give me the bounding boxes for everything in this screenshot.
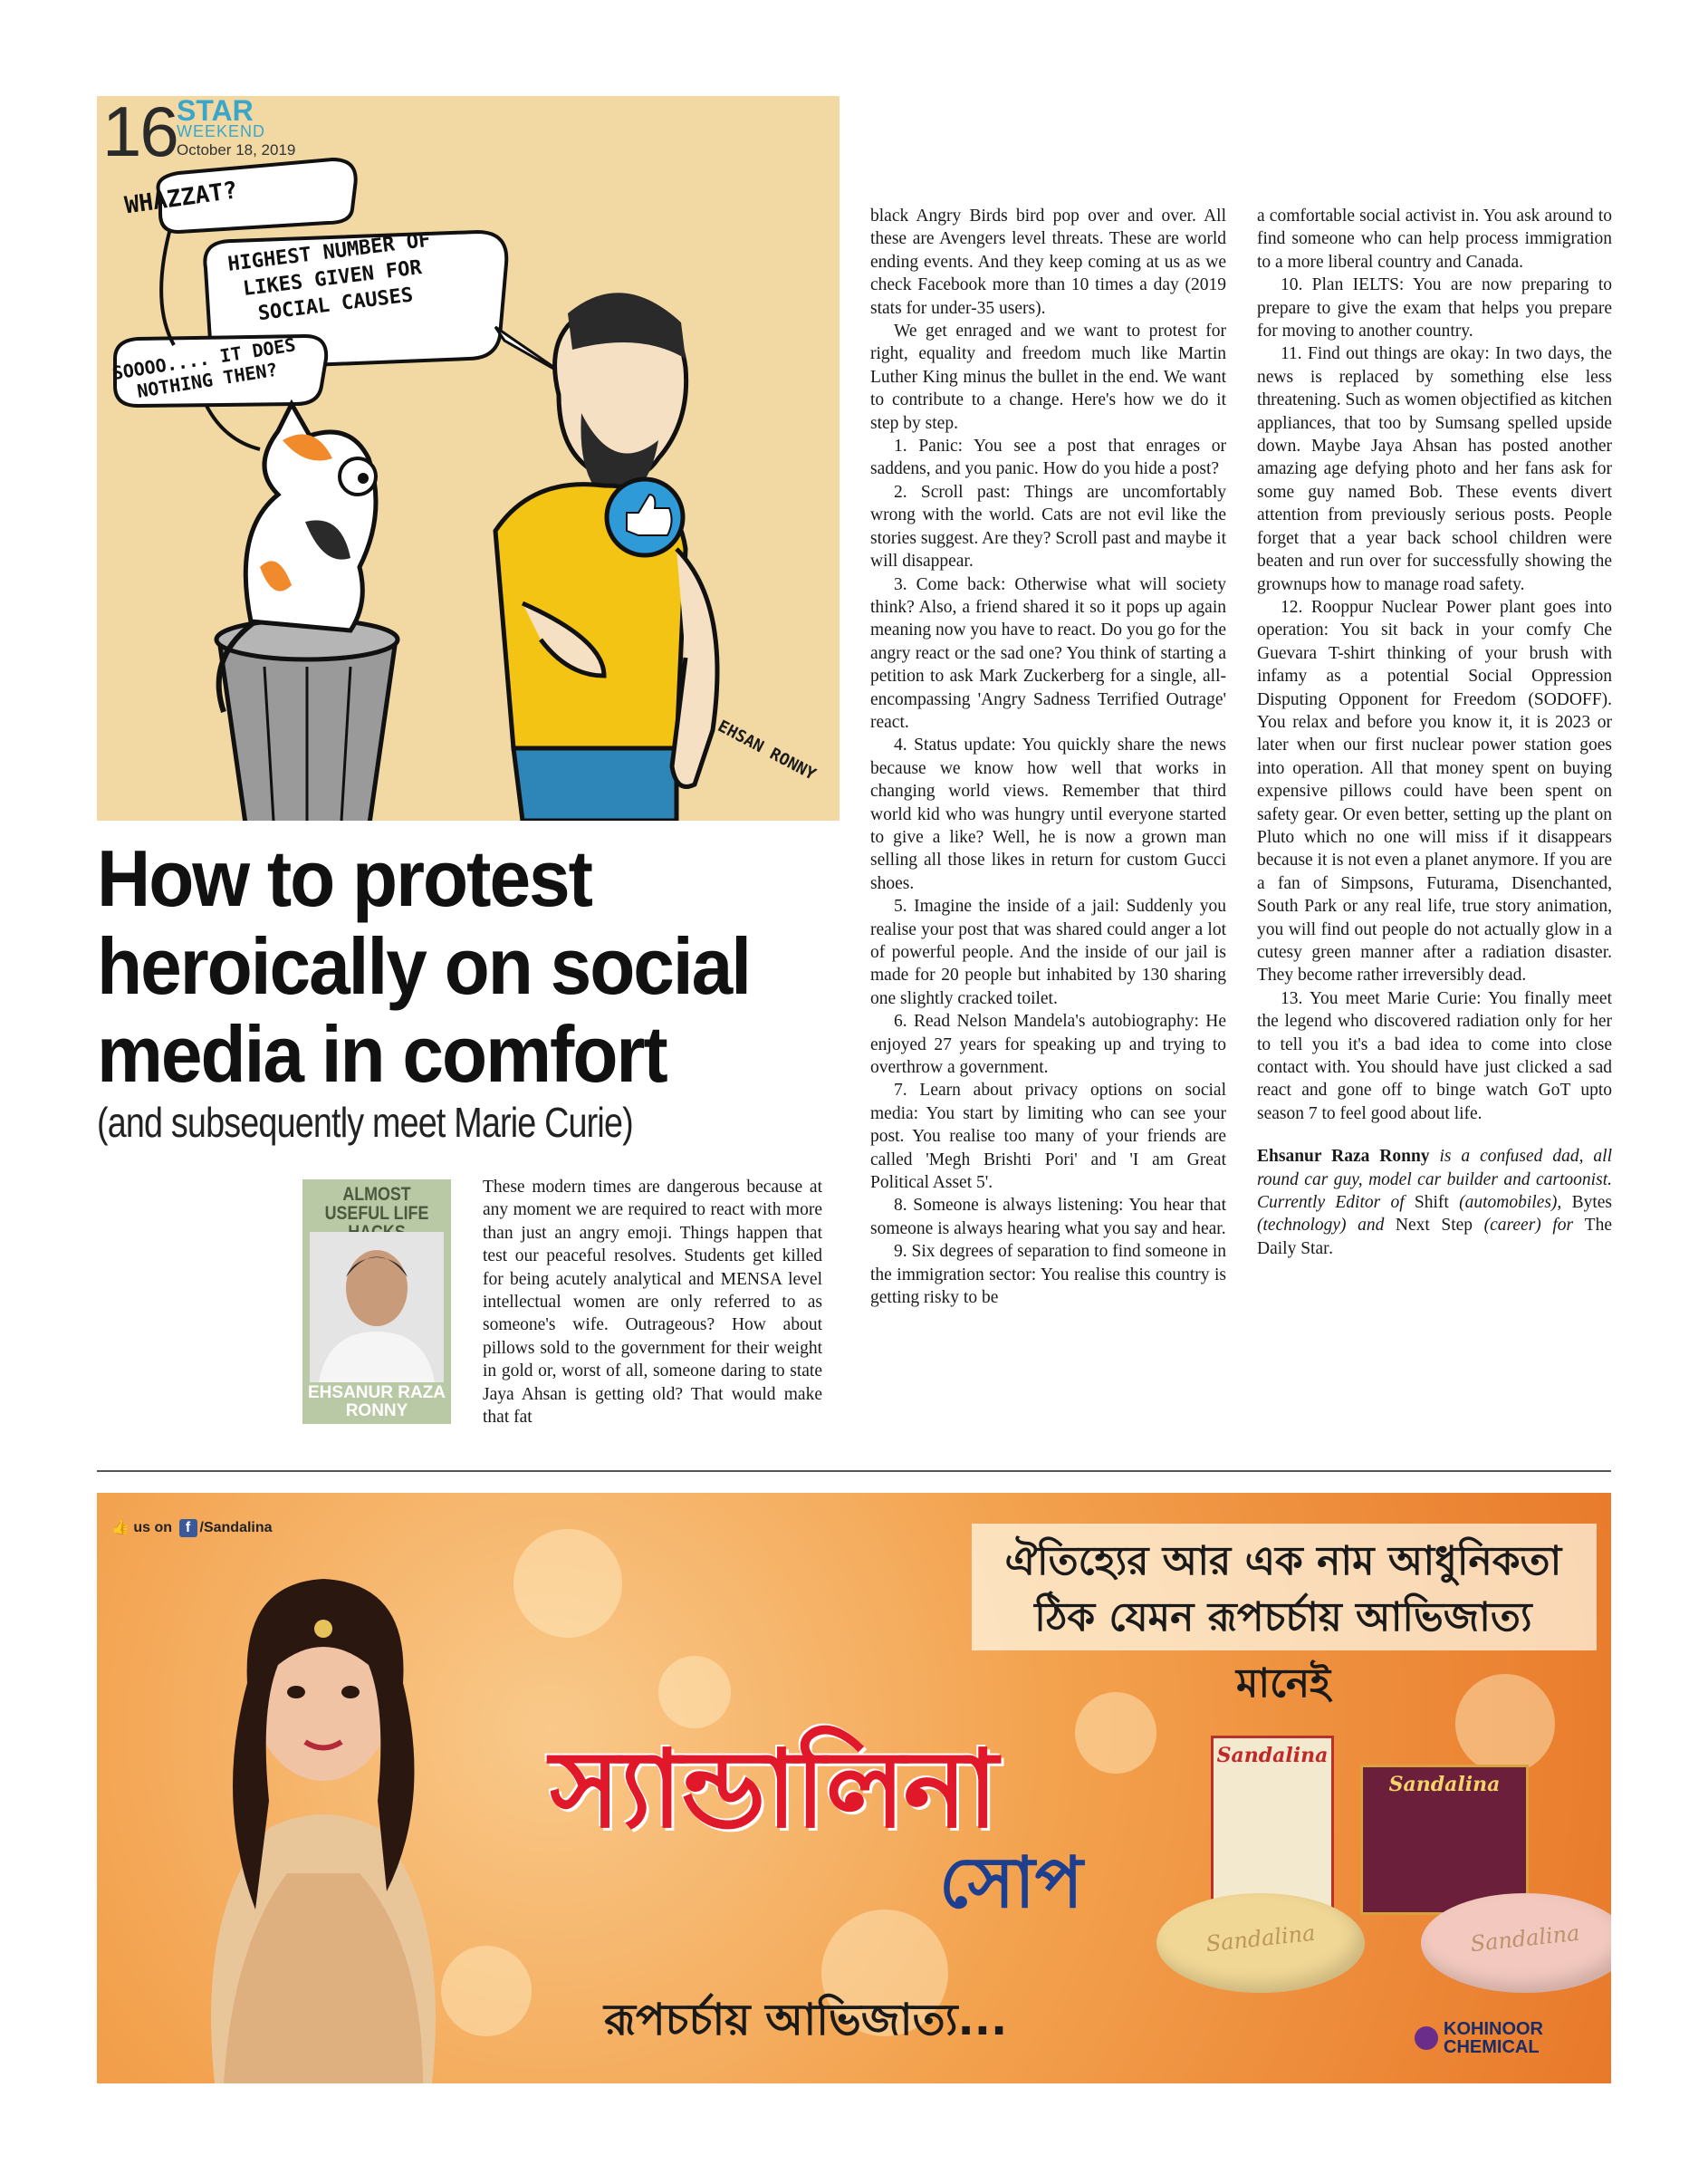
manufacturer-logo: KOHINOOR CHEMICAL	[1415, 2020, 1543, 2056]
ad-product-type: সোপ	[939, 1842, 1083, 1924]
ad-tagline-line-2: ঠিক যেমন রূপচর্চায় আভিজাত্য মানেই	[1034, 1594, 1532, 1707]
section-divider	[97, 1470, 1611, 1472]
soap-bar-rose: Sandalina	[1421, 1893, 1611, 1993]
subheadline: (and subsequently meet Marie Curie)	[97, 1099, 633, 1146]
paragraph: 9. Six degrees of separation to find someone in the immigration sector: You realise this country is getting risky to be	[870, 1242, 1226, 1308]
brand-star: STAR	[177, 96, 254, 127]
ad-brand-name: স্যান্ডালিনা	[550, 1727, 997, 1852]
paragraph: 5. Imagine the inside of a jail: Suddenly you realise your post that was shared could anger a lot of powerful people. And the inside of our jail is made for 20 people but inhabited by 130 sharing one slightly cracked toilet.	[870, 897, 1226, 1008]
paragraph: 1. Panic: You see a post that enrages or saddens, and you panic. How do you hide a post?	[870, 437, 1226, 479]
article-column-1	[483, 1176, 822, 1428]
page-number: 16	[102, 96, 178, 171]
brand-weekend: WEEKEND	[177, 122, 266, 140]
paragraph: 11. Find out things are okay: In two days, the news is replaced by something else less threatening. Such as women objectified as kitchen appliances, that too by Sumsang spelled upside down. Maybe Jaya Ahsan has posted another amazing age defying photo and her fans ask for some guy named Bob. These events divert attention from previously serious posts. People forget that a year back school children were beaten and run over for successfully showing the grownups how to manage road safety.	[1257, 344, 1612, 594]
paragraph: black Angry Birds bird pop over and over. All these are Avengers level threats. These are world ending events. And they keep coming at us as we check Facebook more than 10 times a day (2019 stats for under-35 users).	[870, 207, 1226, 318]
social-follow[interactable]: 👍 us on f /Sandalina	[111, 1520, 273, 1535]
columnist-box	[302, 1179, 451, 1424]
facebook-icon: f	[179, 1519, 197, 1537]
paragraph: 2. Scroll past: Things are uncomfortably wrong with the world. Cats are not evil like the stories suggest. Are they? Scroll past and maybe it will disappear.	[870, 482, 1226, 572]
soap-pack-sandal: Sandalina	[1211, 1736, 1334, 1913]
soap-bar-sandal: Sandalina	[1156, 1893, 1365, 1993]
cartoon-panel	[97, 96, 840, 821]
soap-pack-rose: Sandalina	[1360, 1765, 1529, 1915]
paragraph: a comfortable social activist in. You ask around to find someone who can help process immigration to a more liberal country and Canada.	[1257, 207, 1612, 272]
cartoonist-signature: EHSAN RONNY	[715, 717, 820, 784]
ad-slogan: রূপচর্চায় আভিজাত্য...	[604, 1995, 1008, 2045]
article-column-3	[1257, 205, 1612, 1260]
ad-model-photo	[160, 1529, 486, 2083]
column-kicker: ALMOST USEFUL LIFE	[324, 1184, 429, 1224]
flower-icon	[1415, 2026, 1438, 2050]
speech-bubble-highest-likes: HIGHEST NUMBER OF LIKES GIVEN FOR SOCIAL CAUSES	[226, 228, 432, 326]
paragraph: 3. Come back: Otherwise what will society think? Also, a friend shared it so it pops up again meaning now you have to react. Do you go for the angry react or the sad one? You think of starting a petition to ask Mark Zuckerberg for a single, all-encompassing 'Angry Sadness Terrified Outrage' react.	[870, 574, 1226, 732]
headline: How to protest heroically on social media in comfort	[97, 833, 751, 1100]
author-bio: Ehsanur Raza Ronny is a confused dad, all round car guy, model car builder and cartoonist. Currently Editor of Shift (automobiles), Bytes (technology) and Next Step (career) for The Daily Star.	[1257, 1147, 1612, 1258]
article-column-2	[870, 205, 1226, 1310]
avatar	[310, 1232, 444, 1382]
speech-bubble-does-nothing: SOOOO.... IT DOES NOTHING THEN?	[110, 333, 298, 402]
paragraph: 13. You meet Marie Curie: You finally meet the legend who discovered radiation only for her to tell you it's a bad idea to come into close contact with. You should have just clicked a sad react and gone off to binge watch GoT upto season 7 to feel good about life.	[1257, 988, 1612, 1123]
paragraph: 12. Rooppur Nuclear Power plant goes into operation: You sit back in your comfy Che Guevara T-shirt thinking of your brush with infamy as a potential Social Oppression Disputing Opponent for Freedom (SODOFF). You relax and before you know it, it is 2023 or later when our first nuclear power station goes into operation. All that money spent on buying expensive pillows could have been spent on safety gear. Or even better, setting up the plant on Pluto which no one will miss if it disappears because it is not even a planet anymore. If you are a fan of Simpsons, Futurama, Disenchanted, South Park or any real life, true story animation, you will find out people do not actually glow in a cutesy green manner after a radiation disaster. They become rather irreversibly dead.	[1257, 597, 1612, 986]
issue-date: October 18, 2019	[177, 141, 296, 159]
ad-tagline-line-1: ঐতিহ্যের আর এক নাম আধুনিকতা	[1004, 1538, 1562, 1584]
paragraph: These modern times are dangerous because at any moment we are required to react with more than just an angry emoji. Things happen that test our peaceful resolves. Students get killed for being acutely analytical and MENSA level intellectual women are only referred to as someone's wife. Outrageous? How about pillows sold to the government for their weight in gold or, worst of all, someone daring to state Jaya Ahsan is getting old? That would make that fat	[483, 1178, 822, 1428]
paragraph: 8. Someone is always listening: You hear that someone is always hearing what you say and hear.	[870, 1196, 1226, 1238]
paragraph: 10. Plan IELTS: You are now preparing to prepare to give the exam that helps you prepare for moving to another country.	[1257, 275, 1612, 341]
advertisement-sandalina[interactable]	[97, 1493, 1611, 2083]
speech-bubble-whazzat: WHAZZAT?	[122, 177, 240, 220]
like-icon: 👍	[111, 1520, 130, 1535]
paragraph: 6. Read Nelson Mandela's autobiography: He enjoyed 27 years for speaking up and trying to overthrow a government.	[870, 1012, 1226, 1078]
author-name: Ehsanur Raza Ronny	[1257, 1147, 1430, 1167]
paragraph: 7. Learn about privacy options on social media: You start by limiting who can see your post. You realise too many of your friends are called 'Megh Brishti Pori' and 'I am Great Political Asset 5'.	[870, 1081, 1226, 1193]
bokeh-dot	[513, 1529, 622, 1638]
columnist-photo	[310, 1232, 444, 1382]
columnist-name: EHSANUR RAZA RONNY	[308, 1383, 446, 1420]
paragraph: 4. Status update: You quickly share the news because we know how well that works in changing world views. Remember that third world kid who was hungry until everyone started to give a like? Well, he is now a grown man selling all those likes in return for custom Gucci shoes.	[870, 736, 1226, 893]
paragraph: We get enraged and we want to protest for right, equality and freedom much like Martin Luther King minus the bullet in the end. We want to contribute to a change. Here's how we do it step by step.	[870, 322, 1226, 433]
